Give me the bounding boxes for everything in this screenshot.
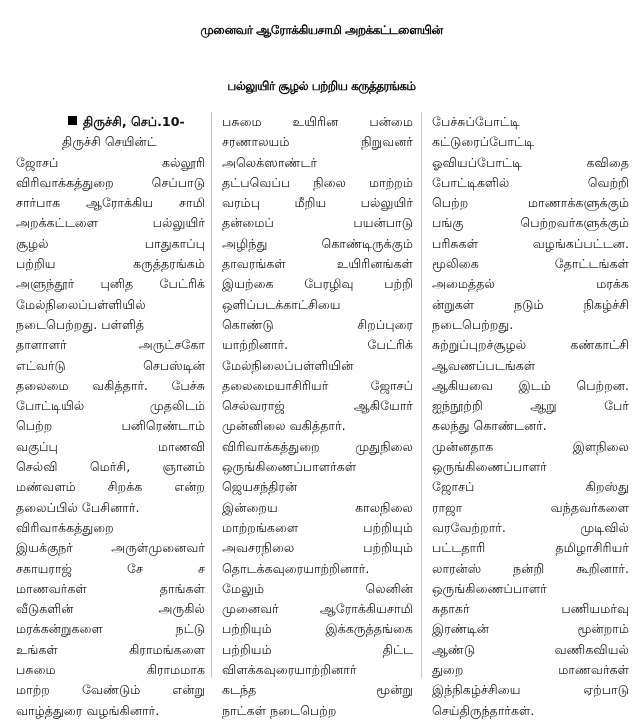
- article-body: [0, 112, 643, 718]
- article-line: இயக்குநர் அருள்முனைவர்: [16, 540, 205, 556]
- article-line: பட்டதாரி தமிழாசிரியர்: [432, 540, 629, 556]
- article-line: மரக்கன்றுகளை நட்டு: [16, 621, 205, 637]
- article-line: அலெக்ஸாண்டர்: [222, 154, 318, 170]
- article-line: துறை மாணவர்கள்: [432, 662, 629, 678]
- article-line: தட்பவெப்ப நிலை மாற்றம்: [222, 174, 413, 190]
- article-line: பற்றியும் இக்கருத்தங்கை: [222, 621, 413, 637]
- article-line: சகாயராஜ் சே ச: [16, 560, 205, 576]
- article-line: பெற்ற மாணாக்களுக்கும்: [432, 195, 629, 211]
- article-line: சார்பாக ஆரோக்கிய சாமி: [16, 195, 205, 211]
- article-line: மண்வளம் சிறக்க என்ற: [16, 479, 205, 495]
- article-line: தலைப்பில் பேசினார்.: [16, 499, 140, 515]
- article-line: விரிவாக்கத்துறை: [16, 519, 114, 535]
- article-line: சூழல் பாதுகாப்பு: [16, 235, 205, 251]
- article-line: ஒருங்கிணைப்பாளர்கள்: [222, 459, 357, 475]
- headline-line-1: முனைவர் ஆரோக்கியசாமி அறக்கட்டளையின்: [200, 23, 443, 37]
- article-line: அறக்கட்டளை பல்லுயிர்: [16, 215, 205, 231]
- article-line: ஒருங்கிணைப்பாளர்: [432, 459, 547, 475]
- article-line: ஜோசப் கிறஸ்து: [432, 479, 629, 495]
- article-line: ஆகியவை இடம் பெற்றன.: [432, 377, 629, 393]
- article-line: பரிசுகள் வழங்கப்பட்டன.: [432, 235, 629, 251]
- article-line: தொடக்கவுரையாற்றினார்.: [222, 560, 370, 576]
- article-line: தலைமை வகித்தார். பேச்சு: [16, 377, 205, 393]
- article-line: முன்னிலை வகித்தார்.: [222, 418, 346, 434]
- article-column-2: [211, 112, 421, 718]
- article-line: அழிந்து கொண்டிருக்கும்: [222, 235, 413, 251]
- article-line: மாற்ற வேண்டும் என்று: [16, 682, 205, 698]
- article-line: மேலும் லெனின்: [222, 580, 413, 596]
- article-line: யாற்றினார். பேட்ரிக்: [222, 337, 413, 353]
- article-line: போட்டியில் முதலிடம்: [16, 398, 205, 414]
- article-line: வீடுகளின் அருகில்: [16, 601, 205, 617]
- article-line: முன்னதாக இளநிலை: [432, 438, 629, 454]
- article-line: பெற்ற பனிரெண்டாம்: [16, 418, 205, 434]
- article-line: வகுப்பு மாணவி: [16, 438, 205, 454]
- article-line: மேல்நிலைப்பள்ளியில்: [16, 296, 146, 312]
- article-line: ஜெயசந்திரன்: [222, 479, 298, 495]
- article-line: செல்வராஜ் ஆகியோர்: [222, 398, 413, 414]
- article-line: மூலிகை தோட்டங்கள்: [432, 256, 629, 272]
- article-line: சரணாலயம் நிறுவனர்: [222, 134, 413, 150]
- article-line: ஒருங்கிணைப்பாளர்: [432, 580, 547, 596]
- article-line: முனைவர் ஆரோக்கியசாமி: [222, 601, 413, 617]
- article-line: நடைபெற்றது. பள்ளித்: [16, 316, 145, 332]
- article-line: விரிவாக்கத்துறை செப்பாடு: [16, 174, 205, 190]
- article-line: ஆண்டு வணிகவியல்: [432, 641, 629, 657]
- article-line: ஓவியப்போட்டி கவிதை: [432, 154, 629, 170]
- article-line: இரண்டின் மூன்றாம்: [432, 621, 629, 637]
- article-line: கட்டுரைப்போட்டி: [432, 134, 535, 150]
- article-line: திருச்சி செயின்ட்: [62, 134, 157, 150]
- article-line: வாழ்த்துரை வழங்கினார்.: [16, 702, 160, 718]
- newspaper-clipping: [0, 2, 643, 718]
- article-column-1: [6, 112, 211, 718]
- article-column-3: [421, 112, 633, 718]
- article-line: பற்றியம் திட்ட: [222, 641, 413, 657]
- article-line: பசுமை கிராமமாக: [16, 662, 205, 678]
- article-line: விரிவாக்கத்துறை முதுநிலை: [222, 438, 413, 454]
- article-line: வரம்பு மீறிய பல்லுயிர்: [222, 195, 413, 211]
- article-line: மாணவர்கள் தாங்கள்: [16, 580, 205, 596]
- article-line: இன்றைய காலநிலை: [222, 499, 413, 515]
- article-line: நாட்கள் நடைபெற்ற: [222, 702, 337, 718]
- article-line: செல்வி மெர்சி, ஞானம்: [16, 459, 205, 475]
- article-line: ராஜா வந்தவர்களை: [432, 499, 629, 515]
- article-line: தலைமையாசிரியர் ஜோசப்: [222, 377, 413, 393]
- article-line: கொண்டு சிறப்புரை: [222, 316, 413, 332]
- article-line: வரவேற்றார். முடிவில்: [432, 519, 629, 535]
- article-line: சுதாகர் பணியமர்வு: [432, 601, 629, 617]
- article-line: பசுமை உயிரின பன்மை: [222, 114, 413, 129]
- article-line: தன்மைப் பயன்பாடு: [222, 215, 413, 231]
- article-line: மாற்றங்களை பற்றியும்: [222, 519, 413, 535]
- article-line: கடந்த மூன்று: [222, 682, 413, 698]
- article-line: நடைபெற்றது.: [432, 316, 514, 332]
- article-line: ஆவணப்படங்கள்: [432, 357, 536, 373]
- article-line: லாரன்ஸ் நன்றி கூறினார்.: [432, 560, 629, 576]
- article-line: உங்கள் கிராமங்களை: [16, 641, 205, 657]
- article-line: ஐந்நூற்றி ஆறு பேர்: [432, 398, 629, 414]
- article-line: ஒளிப்படக்காட்சியை: [222, 296, 341, 312]
- article-line: மேல்நிலைப்பள்ளியின்: [222, 357, 354, 373]
- article-line: பேச்சுப்போட்டி: [432, 114, 520, 129]
- article-line: அளுந்தூர் புனித பேட்ரிக்: [16, 276, 205, 292]
- article-line: செய்திருந்தார்கள்.: [432, 702, 535, 718]
- article-line: இயற்கை பேரழிவு பற்றி: [222, 276, 413, 292]
- article-line: ன்றுகள் நடும் நிகழ்ச்சி: [432, 296, 629, 312]
- article-line: அவசரநிலை பற்றியும்: [222, 540, 413, 556]
- bullet-square-icon: [68, 116, 77, 125]
- article-line: இந்நிகழ்ச்சியை ஏற்பாடு: [432, 682, 629, 698]
- article-line: பற்றிய கருத்தரங்கம்: [16, 256, 205, 272]
- dateline-text: திருச்சி, செப்.10-: [83, 114, 185, 129]
- article-line: அமைத்தல் மரக்க: [432, 276, 629, 292]
- article-line: தாளாளர் அருட்சகோ: [16, 337, 205, 353]
- article-line: சுற்றுப்புறச்சூழல் கண்காட்சி: [432, 337, 629, 353]
- dateline: [16, 112, 205, 132]
- article-line: ஜோசப் கல்லூரி: [16, 154, 205, 170]
- article-line: கலந்து கொண்டனர்.: [432, 418, 547, 434]
- article-line: பங்கு பெற்றவர்களுக்கும்: [432, 215, 629, 231]
- article-line: விளக்கவுரையாற்றினார்: [222, 662, 357, 678]
- article-line: போட்டிகளில் வெற்றி: [432, 174, 629, 190]
- article-line: தாவரங்கள் உயிரினங்கள்: [222, 256, 413, 272]
- article-line: எட்வர்டு செபஸ்டின்: [16, 357, 205, 373]
- headline-line-2: பல்லுயிர் சூழல் பற்றிய கருத்தரங்கம்: [227, 79, 416, 93]
